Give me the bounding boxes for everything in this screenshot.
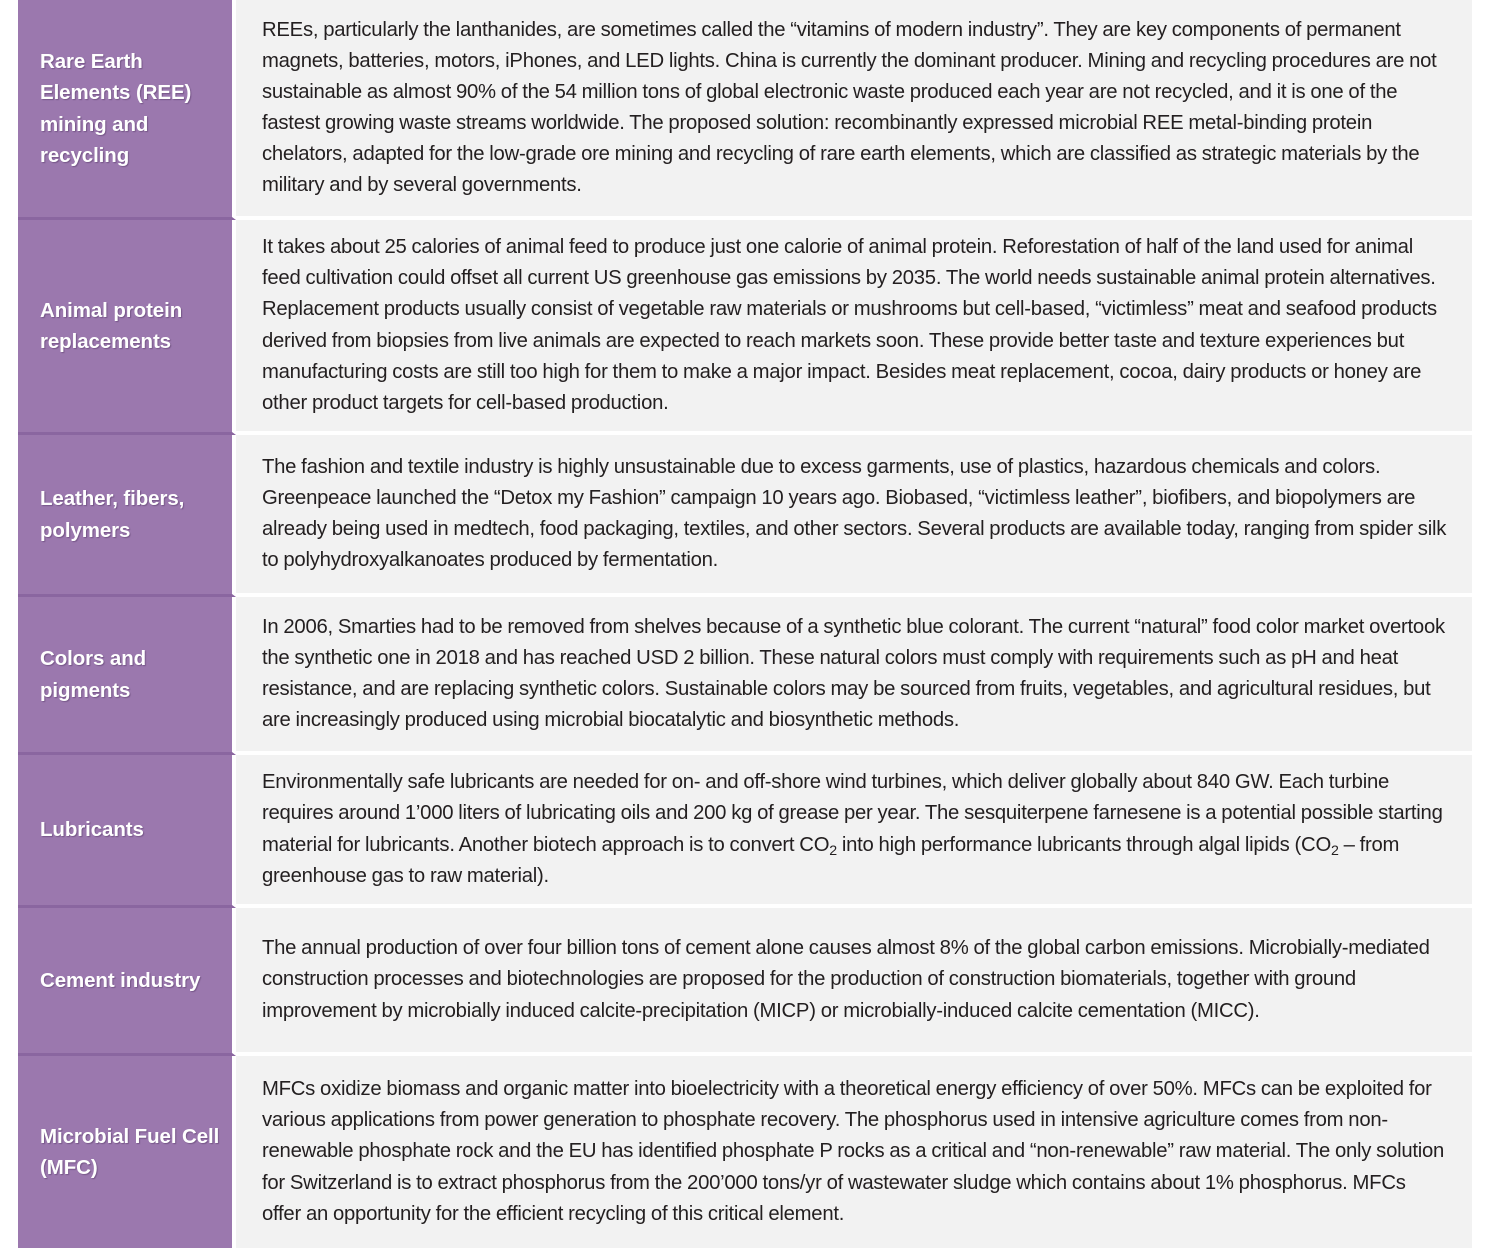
row-label-cell-rare-earth-elements	[18, 0, 236, 220]
row-body-text: REEs, particularly the lanthanides, are sometimes called the “vitamins of modern industry”. They are key components of permanent magnets, batteries, motors, iPhones, and LED lights. China is currently the dominant producer. Mining and recycling procedures are not sustainable as almost 90% of the 54 million tons of global electronic waste produced each year are not recycled, and it is one of the fastest growing waste streams worldwide. The proposed solution: recombinantly expressed microbial REE metal-binding protein chelators, adapted for the low-grade ore mining and recycling of rare earth elements, which are classified as strategic materials by the military and by several governments.	[262, 18, 1437, 197]
row-body-text: It takes about 25 calories of animal feed to produce just one calorie of animal protein. Reforestation of half of the land used for animal feed cultivation could offset all current US greenhouse gas emissions by 2035. The world needs sustainable animal protein alternatives. Replacement products usually consist of vegetable raw materials or mushrooms but cell-based, “victimless” meat and seafood products derived from biopsies from live animals are expected to reach markets soon. These provide better taste and texture experiences but manufacturing costs are still too high for them to make a major impact. Besides meat replacement, cocoa, dairy products or honey are other product targets for cell-based production.	[262, 236, 1437, 414]
row-label-text: Animal protein replacements	[40, 298, 183, 353]
row-label-cell-colors-and-pigments	[18, 597, 236, 755]
table-row	[18, 435, 1472, 597]
row-body-cell-rare-earth-elements	[236, 0, 1472, 220]
row-label-cell-microbial-fuel-cell	[18, 1056, 236, 1248]
row-body-cell-animal-protein-replacements	[236, 220, 1472, 435]
row-body-cell-microbial-fuel-cell	[236, 1056, 1472, 1248]
row-body-cell-leather-fibers-polymers	[236, 435, 1472, 597]
row-body-cell-cement-industry	[236, 908, 1472, 1056]
row-label-cell-animal-protein-replacements	[18, 220, 236, 435]
row-body-cell-lubricants	[236, 755, 1472, 908]
row-body-text: The annual production of over four billion tons of cement alone causes almost 8% of the global carbon emissions. Microbially-mediated construction processes and biotechnologies are proposed for the production of construction biomaterials, together with ground improvement by microbially induced calcite-precipitation (MICP) or microbially-induced calcite cementation (MICC).	[262, 937, 1430, 1022]
table-row	[18, 220, 1472, 435]
topic-table	[18, 0, 1472, 1248]
table-row	[18, 908, 1472, 1056]
row-label-cell-cement-industry	[18, 908, 236, 1056]
row-label-text: Cement industry	[40, 968, 201, 992]
row-label-text: Microbial Fuel Cell (MFC)	[40, 1124, 220, 1179]
row-label-cell-lubricants	[18, 755, 236, 908]
row-body-cell-colors-and-pigments	[236, 597, 1472, 755]
row-label-text: Lubricants	[40, 818, 144, 842]
row-body-text: MFCs oxidize biomass and organic matter into bioelectricity with a theoretical energy efficiency of over 50%. MFCs can be exploited for various applications from power generation to phosphate recovery. The phosphorus used in intensive agriculture comes from non-renewable phosphate rock and the EU has identified phosphate P rocks as a critical and “non-renewable” raw material. The only solution for Switzerland is to extract phosphorus from the 200’000 tons/yr of wastewater sludge which contains about 1% phosphorus. MFCs offer an opportunity for the efficient recycling of this critical element.	[262, 1078, 1445, 1225]
row-label-text: Colors and pigments	[40, 647, 147, 702]
table-row	[18, 1056, 1472, 1248]
table-row	[18, 597, 1472, 755]
table-row	[18, 0, 1472, 220]
row-body-text: In 2006, Smarties had to be removed from shelves because of a synthetic blue colorant. The current “natural” food color market overtook the synthetic one in 2018 and has reached USD 2 billion. These natural colors must comply with requirements such as pH and heat resistance, and are replacing synthetic colors. Sustainable colors may be sourced from fruits, vegetables, and agricultural residues, but are increasingly produced using microbial biocatalytic and biosynthetic methods.	[262, 615, 1445, 732]
row-body-text: Environmentally safe lubricants are needed for on- and off-shore wind turbines, which deliver globally about 840 GW. Each turbine requires around 1’000 liters of lubricating oils and 200 kg of grease per year. The sesquiterpene farnesene is a potential possible starting material for lubricants. Another biotech approach is to convert $CO_2$ into high performance lubricants through algal lipids ($CO_2$ – from greenhouse gas to raw material).	[262, 771, 1443, 887]
topic-table-body	[18, 0, 1472, 1248]
table-row	[18, 755, 1472, 908]
row-label-text: Leather, fibers, polymers	[40, 487, 185, 542]
row-label-text: Rare Earth Elements (REE) mining and recycling	[40, 50, 192, 167]
row-body-text: The fashion and textile industry is highly unsustainable due to excess garments, use of plastics, hazardous chemicals and colors. Greenpeace launched the “Detox my Fashion” campaign 10 years ago. Biobased, “victimless leather”, biofibers, and biopolymers are already being used in medtech, food packaging, textiles, and other sectors. Several products are available today, ranging from spider silk to polyhydroxyalkanoates produced by fermentation.	[262, 455, 1447, 572]
row-label-cell-leather-fibers-polymers	[18, 435, 236, 597]
